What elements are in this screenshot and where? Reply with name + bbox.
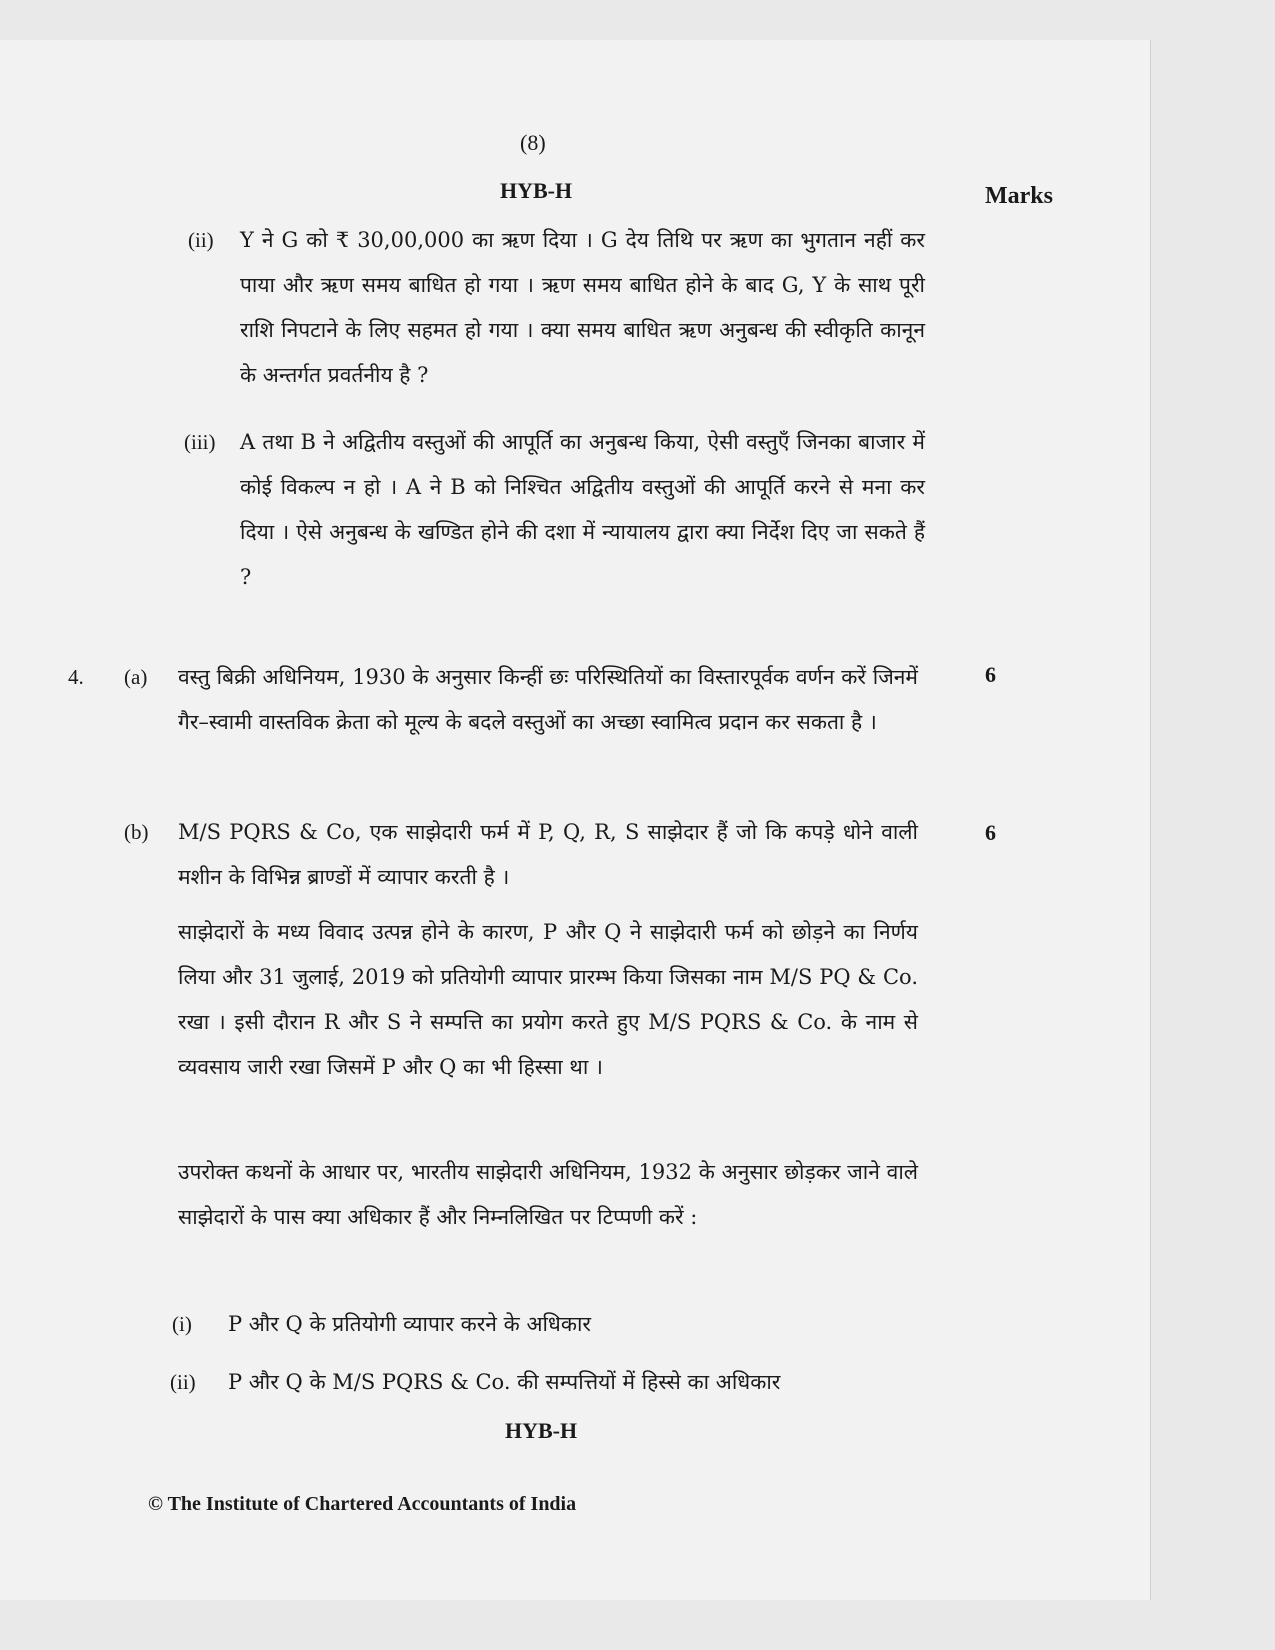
copyright-notice: © The Institute of Chartered Accountants of India xyxy=(148,1493,577,1515)
q4-part-a-label: (a) xyxy=(124,665,148,689)
paper-code-footer: HYB-H xyxy=(505,1418,578,1443)
marks-column-header: Marks xyxy=(985,183,1053,209)
q4-part-b-question: उपरोक्त कथनों के आधार पर, भारतीय साझेदारी अधिनियम, 1932 के अनुसार छोड़कर जाने वाले साझेदारों के पास क्या अधिकार हैं और निम्नलिखित पर टिप्पणी करें : xyxy=(178,1160,918,1229)
q4-part-b-marks: 6 xyxy=(985,820,996,845)
q3-part-iii-text: A तथा B ने अद्वितीय वस्तुओं की आपूर्ति का अनुबन्ध किया, ऐसी वस्तुएँ जिनका बाजार में कोई विकल्प न हो । A ने B को निश्चित अद्वितीय वस्तुओं की आपूर्ति करने से मना कर दिया । ऐसे अनुबन्ध के खण्डित होने की दशा में न्यायालय द्वारा क्या निर्देश दिए जा सकते हैं ? xyxy=(240,430,925,589)
q4-part-b-sub-i-label: (i) xyxy=(172,1312,192,1336)
q3-part-ii-label: (ii) xyxy=(188,228,214,252)
q4-part-b-label: (b) xyxy=(124,820,149,844)
q4-part-a-marks: 6 xyxy=(985,662,996,687)
q3-part-iii-label: (iii) xyxy=(184,430,216,454)
q4-part-b-sub-ii-text: P और Q के M/S PQRS & Co. की सम्पत्तियों में हिस्से का अधिकार xyxy=(228,1370,781,1394)
q4-part-b-sub-i-text: P और Q के प्रतियोगी व्यापार करने के अधिकार xyxy=(228,1312,591,1336)
q4-part-b-scenario: साझेदारों के मध्य विवाद उत्पन्न होने के कारण, P और Q ने साझेदारी फर्म को छोड़ने का निर्णय लिया और 31 जुलाई, 2019 को प्रतियोगी व्यापार प्रारम्भ किया जिसका नाम M/S PQ & Co. रखा । इसी दौरान R और S ने सम्पत्ति का प्रयोग करते हुए M/S PQRS & Co. के नाम से व्यवसाय जारी रखा जिसमें P और Q का भी हिस्सा था । xyxy=(178,920,918,1079)
q4-part-b-intro: M/S PQRS & Co, एक साझेदारी फर्म में P, Q, R, S साझेदार हैं जो कि कपड़े धोने वाली मशीन के विभिन्न ब्राण्डों में व्यापार करती है । xyxy=(178,820,918,889)
q4-number: 4. xyxy=(68,665,84,689)
paper-code-header: HYB-H xyxy=(500,178,573,203)
q4-part-a-text: वस्तु बिक्री अधिनियम, 1930 के अनुसार किन्हीं छः परिस्थितियों का विस्तारपूर्वक वर्णन करें जिनमें गैर–स्वामी वास्तविक क्रेता को मूल्य के बदले वस्तुओं का अच्छा स्वामित्व प्रदान कर सकता है । xyxy=(178,665,918,734)
page-number: (8) xyxy=(520,130,546,155)
q3-part-ii-text: Y ने G को ₹ 30,00,000 का ऋण दिया । G देय तिथि पर ऋण का भुगतान नहीं कर पाया और ऋण समय बाधित हो गया । ऋण समय बाधित होने के बाद G, Y के साथ पूरी राशि निपटाने के लिए सहमत हो गया । क्या समय बाधित ऋण अनुबन्ध की स्वीकृति कानून के अन्तर्गत प्रवर्तनीय है ? xyxy=(240,228,925,387)
q4-part-b-sub-ii-label: (ii) xyxy=(170,1370,196,1394)
